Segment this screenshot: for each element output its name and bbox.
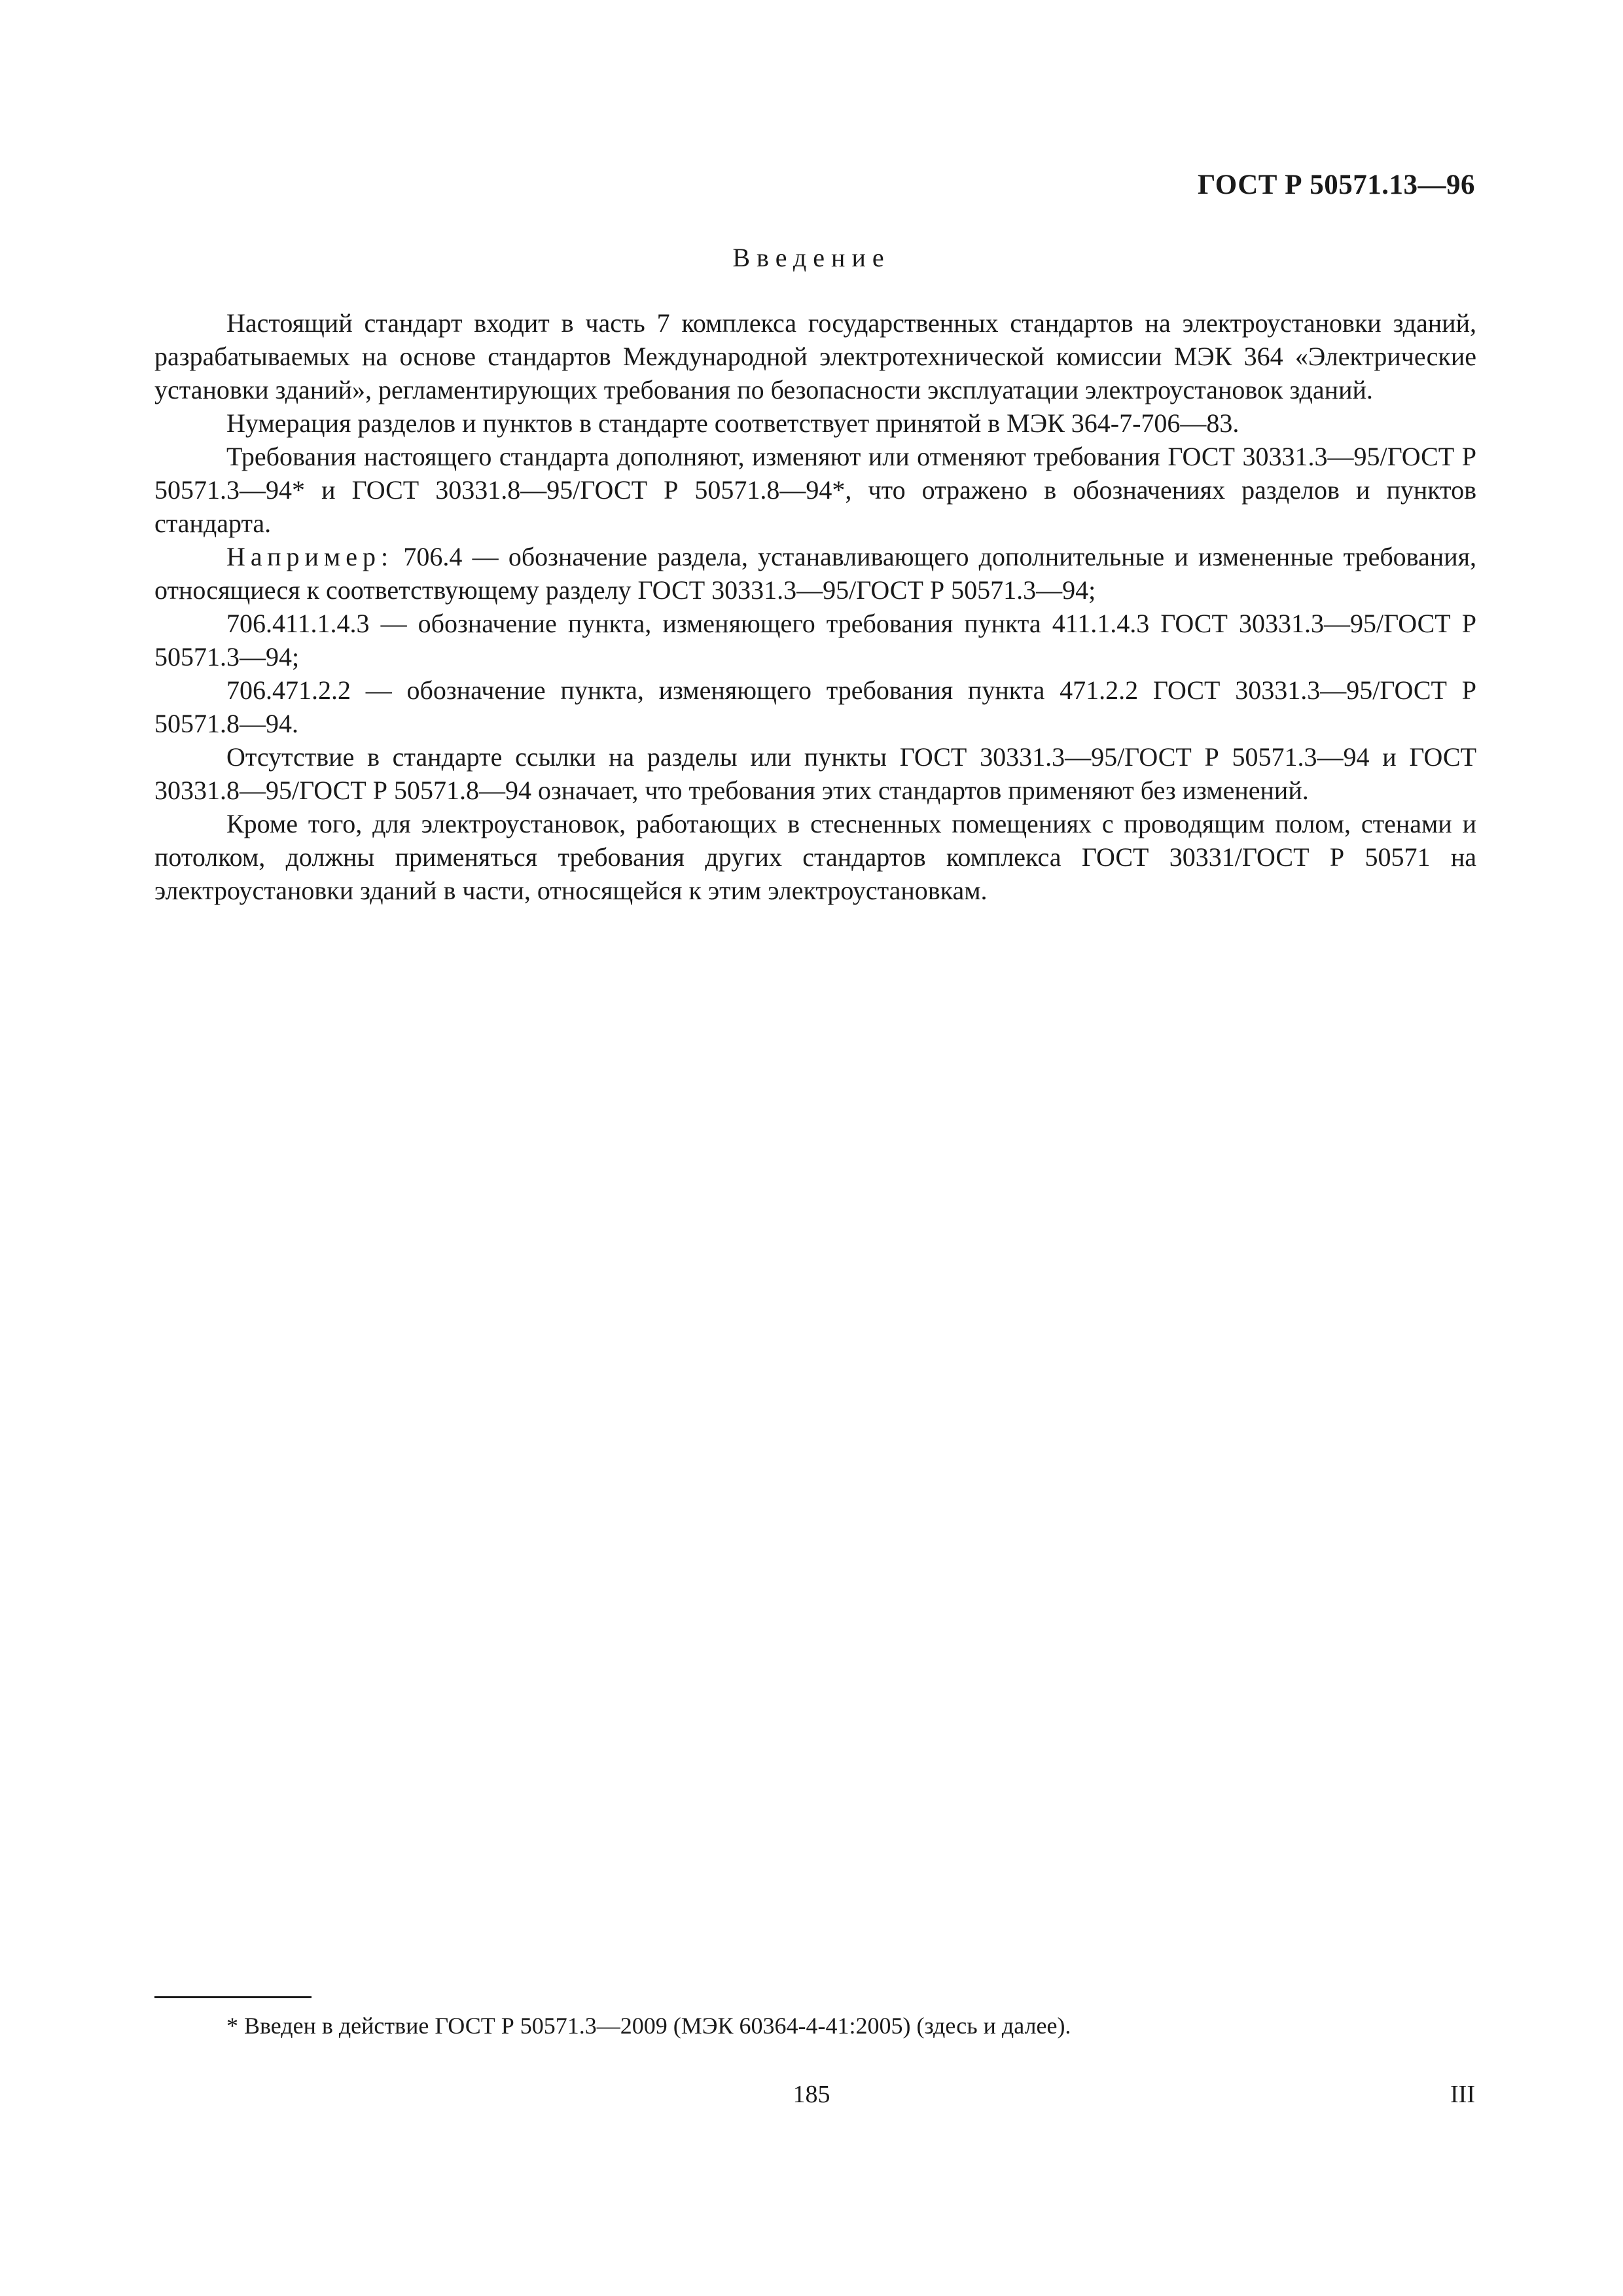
paragraph-requirements: Требования настоящего стандарта дополняют, изменяют или отменяют требования ГОСТ 30331.3—95/ГОСТ Р 50571.3—94* и ГОСТ 30331.8—95/ГОСТ Р 50571.8—94*, что отражено в обозначениях разделов и пунктов стандарта. xyxy=(154,442,1476,538)
paragraph-additional: Кроме того, для электроустановок, работающих в стесненных помещениях с проводящим полом, стенами и потолком, должны применяться требования других стандартов комплекса ГОСТ 30331/ГОСТ Р 50571 на электроустановки зданий в части, относящейся к этим электроустановкам. xyxy=(154,809,1476,905)
paragraph-item-471: 706.471.2.2 — обозначение пункта, изменяющего требования пункта 471.2.2 ГОСТ 30331.3—95/ГОСТ Р 50571.8—94. xyxy=(154,675,1476,738)
paragraph-absence: Отсутствие в стандарте ссылки на разделы или пункты ГОСТ 30331.3—95/ГОСТ Р 50571.3—94 и ГОСТ 30331.8—95/ГОСТ Р 50571.8—94 означает, что требования этих стандартов применяют без изменений. xyxy=(154,742,1476,805)
paragraph-numbering: Нумерация разделов и пунктов в стандарте соответствует принятой в МЭК 364-7-706—83. xyxy=(226,408,1240,438)
example-lead: Например: xyxy=(226,542,394,571)
roman-page-number: III xyxy=(1450,2081,1475,2108)
paragraph-example xyxy=(154,540,1476,607)
paragraph-intro: Настоящий стандарт входит в часть 7 комплекса государственных стандартов на электроустановки зданий, разрабатываемых на основе стандартов Международной электротехнической комиссии МЭК 364 «Электрические установки зданий», регламентирующих требования по безопасности эксплуатации электроустановок зданий. xyxy=(154,308,1476,404)
standard-code-header: ГОСТ Р 50571.13—96 xyxy=(1197,170,1475,200)
page-number: 185 xyxy=(793,2081,830,2108)
example-text: 706.4 — обозначение раздела, устанавливающего дополнительные и измененные требования, относящиеся к соответствующему разделу ГОСТ 30331.3—95/ГОСТ Р 50571.3—94; xyxy=(154,542,1476,605)
paragraph-item-411: 706.411.1.4.3 — обозначение пункта, изменяющего требования пункта 411.1.4.3 ГОСТ 30331.3—95/ГОСТ Р 50571.3—94; xyxy=(154,609,1476,672)
footnote-divider xyxy=(154,1996,312,1998)
document-body xyxy=(154,306,1476,907)
section-title: Введение xyxy=(732,243,891,272)
footnote: * Введен в действие ГОСТ Р 50571.3—2009 (МЭК 60364-4-41:2005) (здесь и далее). xyxy=(226,2013,1071,2039)
